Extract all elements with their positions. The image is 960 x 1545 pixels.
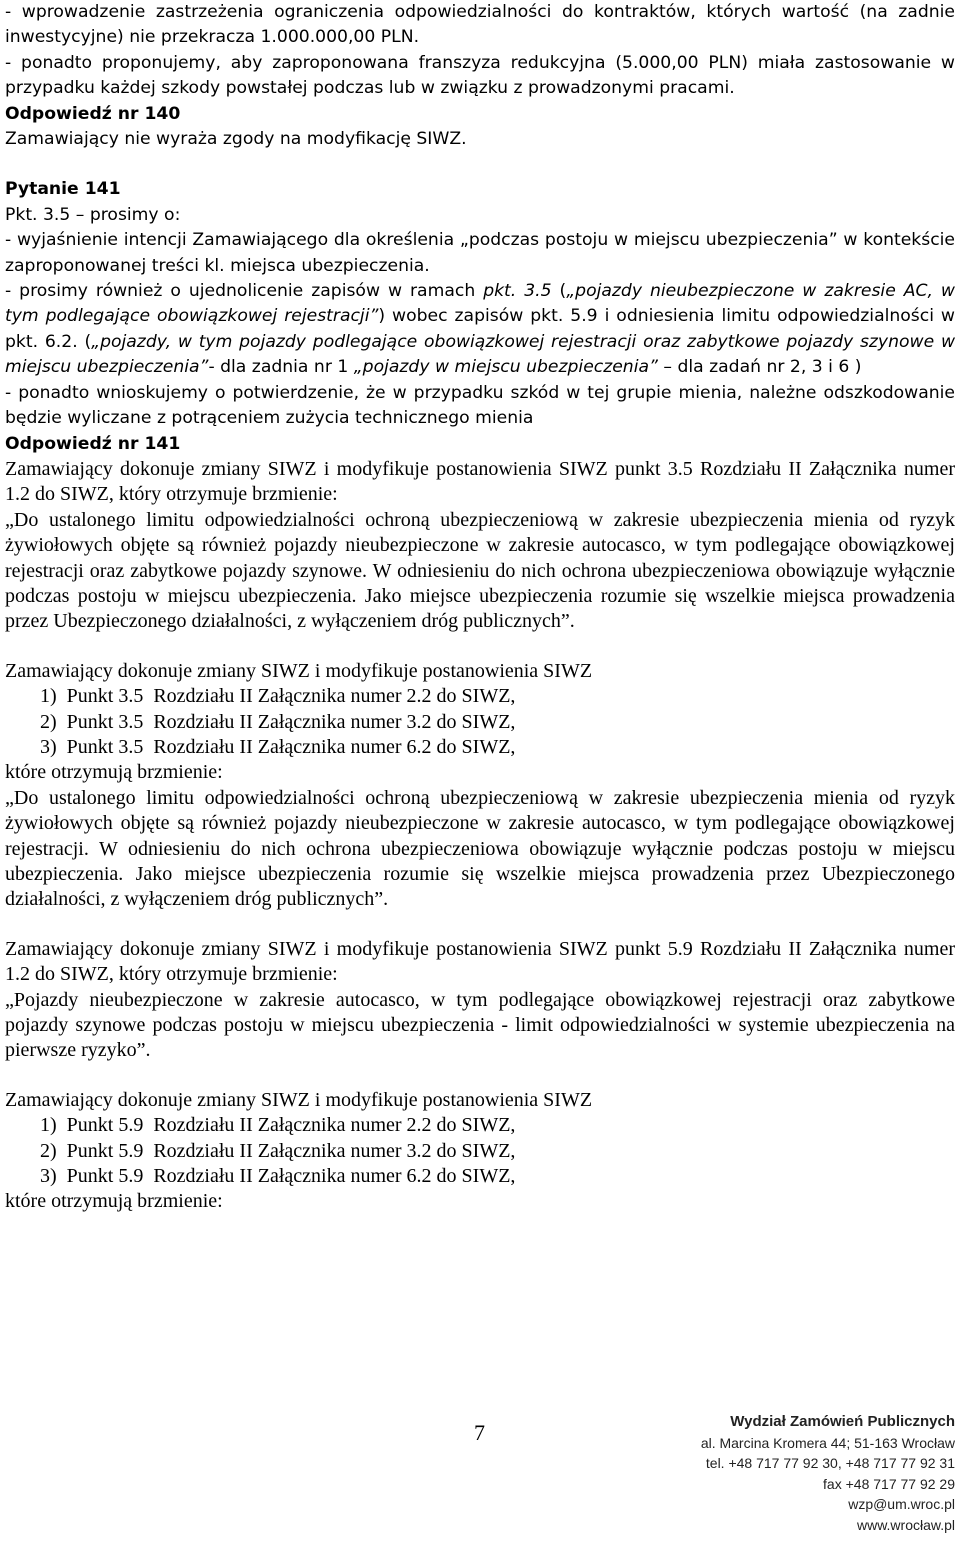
document-page [5,0,955,1215]
footer-fax: fax +48 717 77 92 29 [823,1475,955,1492]
q141-p2-c: ( [551,281,567,302]
answer-141-quote1: „Do ustalonego limitu odpowiedzialności ochroną ubezpieczeniową w zakresie ubezpieczenia mienia od ryzyk żywiołowych objęte są również pojazdy nieubezpieczone w zakresie autocasco, w tym podlegające obowiązkowej rejestracji oraz zabytkowe pojazdy szynowe. W odniesieniu do nich ochrona ubezpieczeniowa obowiązuje wyłącznie podczas postoju w miejscu ubezpieczenia. Jako miejsce ubezpieczenia rozumie się wszelkie miejsca prowadzenia przez Ubezpieczonego działalności, z wyłączeniem dróg publicznych”. [5,508,955,633]
question-141-pkt: Pkt. 3.5 – prosimy o: [5,204,181,225]
answer-141-quote2: „Do ustalonego limitu odpowiedzialności ochroną ubezpieczeniową w zakresie ubezpieczenia mienia od ryzyk żywiołowych objęte są również pojazdy nieubezpieczone w zakresie autocasco, w tym podlegające obowiązkowej rejestracji. W odniesieniu do nich ochrona ubezpieczeniowa obowiązuje wyłącznie podczas postoju w miejscu ubezpieczenia. Jako miejsce ubezpieczenia rozumie się wszelkie miejsca prowadzenia przez Ubezpieczonego działalności, z wyłączeniem dróg publicznych”. [5,786,955,911]
list-item: 2) Punkt 3.5 Rozdziału II Załącznika numer 3.2 do SIWZ, [40,710,516,733]
q141-p2-i: – dla zadań nr 2, 3 i 6 ) [657,357,862,378]
paragraph-top-2: - ponadto proponujemy, aby zaproponowana franszyza redukcyjna (5.000,00 PLN) miała zastosowanie w przypadku każdej szkody powstałej podczas lub w związku z prowadzonymi pracami. [5,52,955,99]
q141-p2-e: ) wobec zapisów pkt. 5.9 i odniesienia limitu odpowiedzialności w pkt. 6.2. ( [5,306,955,352]
footer-email: wzp@um.wroc.pl [848,1496,955,1512]
spacer [5,152,955,177]
answer-141-after1: które otrzymują brzmienie: [5,761,223,784]
q141-p2-g: - dla zadnia nr 1 [208,357,354,378]
list-item: 3) Punkt 3.5 Rozdziału II Załącznika numer 6.2 do SIWZ, [40,735,516,758]
q141-p2-d: „pojazdy nieubezpieczone w zakresie AC, w tym podlegające obowiązkowej rejestracji” [5,281,955,327]
answer-141-intro1: Zamawiający dokonuje zmiany SIWZ i modyfikuje postanowienia SIWZ punkt 3.5 Rozdziału II Załącznika numer 1.2 do SIWZ, który otrzymuje brzmienie: [5,457,955,506]
spacer [5,635,955,659]
answer-141-intro4: Zamawiający dokonuje zmiany SIWZ i modyfikuje postanowienia SIWZ [5,1088,593,1111]
list-item: 1) Punkt 5.9 Rozdziału II Załącznika numer 2.2 do SIWZ, [40,1114,516,1137]
list-item: 1) Punkt 3.5 Rozdziału II Załącznika numer 2.2 do SIWZ, [40,685,516,708]
spacer [5,1064,955,1088]
footer-address: al. Marcina Kromera 44; 51-163 Wrocław [700,1434,955,1451]
question-141-p1: - wyjaśnienie intencji Zamawiającego dla określenia „podczas postoju w miejscu ubezpieczenia” w kontekście zaproponowanej treści kl. miejsca ubezpieczenia. [5,230,955,276]
footer-title: Wydział Zamówień Publicznych [730,1413,955,1430]
q141-p2-b: pkt. 3.5 [483,281,552,302]
q141-p2-f: „pojazdy, w tym pojazdy podlegające obowiązkowej rejestracji oraz zabytkowe pojazdy szynowe w miejscu ubezpieczenia” [5,331,955,378]
footer-web: www.wrocław.pl [856,1516,955,1533]
answer-140-text: Zamawiający nie wyraża zgody na modyfikację SIWZ. [5,129,467,150]
answer-141-intro2: Zamawiający dokonuje zmiany SIWZ i modyfikuje postanowienia SIWZ [5,659,593,682]
amendment-list-2 [5,1113,955,1189]
amendment-list-1 [5,684,955,760]
answer-140-heading: Odpowiedź nr 140 [5,103,181,124]
answer-141-after2: które otrzymują brzmienie: [5,1190,223,1213]
footer-tel: tel. +48 717 77 92 30, +48 717 77 92 31 [705,1455,955,1471]
question-141-heading: Pytanie 141 [5,179,121,200]
answer-141-heading: Odpowiedź nr 141 [5,433,181,454]
answer-141-quote3: „Pojazdy nieubezpieczone w zakresie autocasco, w tym podlegające obowiązkowej rejestracji oraz zabytkowe pojazdy szynowe podczas postoju w miejscu ubezpieczenia - limit odpowiedzialności w systemie ubezpieczenia na pierwsze ryzyko”. [5,988,955,1062]
spacer [5,913,955,937]
page-number: 7 [474,1420,485,1445]
answer-141-intro3: Zamawiający dokonuje zmiany SIWZ i modyfikuje postanowienia SIWZ punkt 5.9 Rozdziału II Załącznika numer 1.2 do SIWZ, który otrzymuje brzmienie: [5,937,955,986]
q141-p2-h: „pojazdy w miejscu ubezpieczenia” [353,357,658,378]
list-item: 2) Punkt 5.9 Rozdziału II Załącznika numer 3.2 do SIWZ, [40,1139,516,1162]
list-item: 3) Punkt 5.9 Rozdziału II Załącznika numer 6.2 do SIWZ, [40,1165,516,1188]
question-141-p2 [5,279,955,381]
paragraph-top-1: - wprowadzenie zastrzeżenia ograniczenia odpowiedzialności do kontraktów, których wartość (na zadnie inwestycyjne) nie przekracza 1.000.000,00 PLN. [5,2,955,48]
q141-p2-a: - prosimy również o ujednolicenie zapisów w ramach [5,281,484,302]
question-141-p3: - ponadto wnioskujemy o potwierdzenie, że w przypadku szkód w tej grupie mienia, należne odszkodowanie będzie wyliczane z potrąceniem zużycia technicznego mienia [5,382,955,429]
footer-contact [701,1412,955,1535]
